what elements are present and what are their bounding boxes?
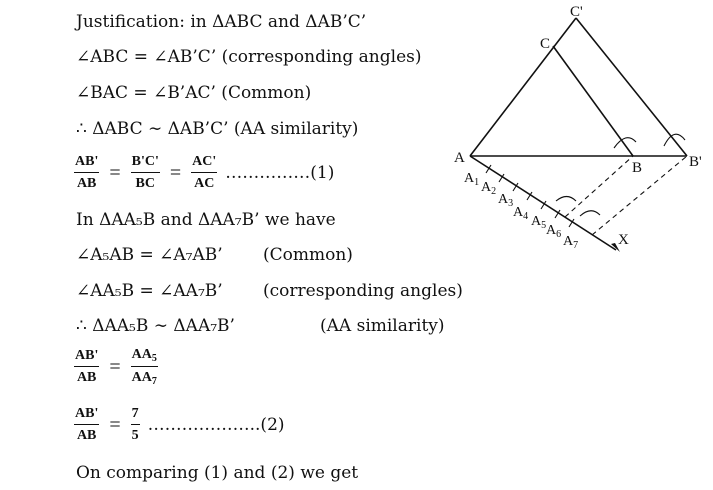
label-a: A	[454, 150, 465, 166]
line-cprime-bprime	[576, 18, 687, 156]
label-bprime: B'	[689, 154, 702, 170]
statement-similarity-1: ∴ ΔABC ∼ ΔAB’C’ (AA similarity)	[76, 119, 359, 139]
angle-arc-b	[614, 138, 636, 148]
ray-ax	[470, 156, 616, 250]
label-cprime: C'	[570, 4, 583, 20]
triangle-construction-figure	[440, 0, 713, 260]
equation-1-label: ……………(1)	[225, 163, 335, 183]
justification-heading: Justification: in ΔABC and ΔAB’C’	[76, 12, 367, 32]
label-point-a2: $A_2$	[481, 180, 497, 197]
label-c: C	[540, 36, 551, 52]
statement-corresponding-angle: ∠AA₅B = ∠AA₇B’ (corresponding angles)	[76, 281, 463, 301]
statement-common-angle: ∠A₅AB = ∠A₇AB’ (Common)	[76, 245, 353, 265]
label-point-a1: $A_1$	[464, 171, 480, 188]
label-point-a5: $A_5$	[531, 214, 547, 231]
label-x: X	[618, 232, 629, 248]
equation-ratio-aa: $\frac{AB'}{AB}$ = $\frac{AA_5}{AA_7}$	[75, 347, 157, 387]
label-point-a7: $A_7$	[563, 234, 579, 251]
fraction-ab-prime-over-ab: $\frac{AB'}{AB}$	[75, 154, 99, 191]
statement-similarity-2: ∴ ΔAA₅B ∼ ΔAA₇B’ (AA similarity)	[76, 316, 445, 336]
division-point-labels	[464, 171, 578, 251]
statement-angle-bac: ∠BAC = ∠B’AC’ (Common)	[76, 83, 312, 103]
angle-arc-a7	[580, 211, 600, 216]
label-point-a4: $A_4$	[513, 205, 529, 222]
conclusion-line: On comparing (1) and (2) we get	[76, 463, 359, 483]
statement-angle-abc: ∠ABC = ∠AB’C’ (corresponding angles)	[76, 47, 422, 67]
second-triangle-heading: In ΔAA₅B and ΔAA₇B’ we have	[76, 210, 336, 230]
angle-arc-a5	[556, 197, 576, 202]
dashed-line-a5-b	[565, 156, 633, 217]
equation-2: $\frac{AB'}{AB}$ = $\frac{7}{5}$ ………………..(2)	[75, 406, 285, 443]
fraction-ac-prime-over-ac: $\frac{AC'}{AC}$	[192, 154, 217, 191]
equation-2-label: ………………..(2)	[147, 415, 285, 435]
equation-1: $\frac{AB'}{AB}$ = $\frac{B'C'}{BC}$ = $\frac{AC'}{AC}$ ……………(1)	[75, 154, 335, 191]
label-point-a6: $A_6$	[546, 223, 562, 240]
line-c-b	[553, 46, 633, 156]
label-b: B	[632, 160, 643, 176]
line-a-cprime	[470, 18, 576, 156]
fraction-bc-prime-over-bc: $\frac{B'C'}{BC}$	[131, 154, 159, 191]
label-point-a3: $A_3$	[498, 192, 514, 209]
